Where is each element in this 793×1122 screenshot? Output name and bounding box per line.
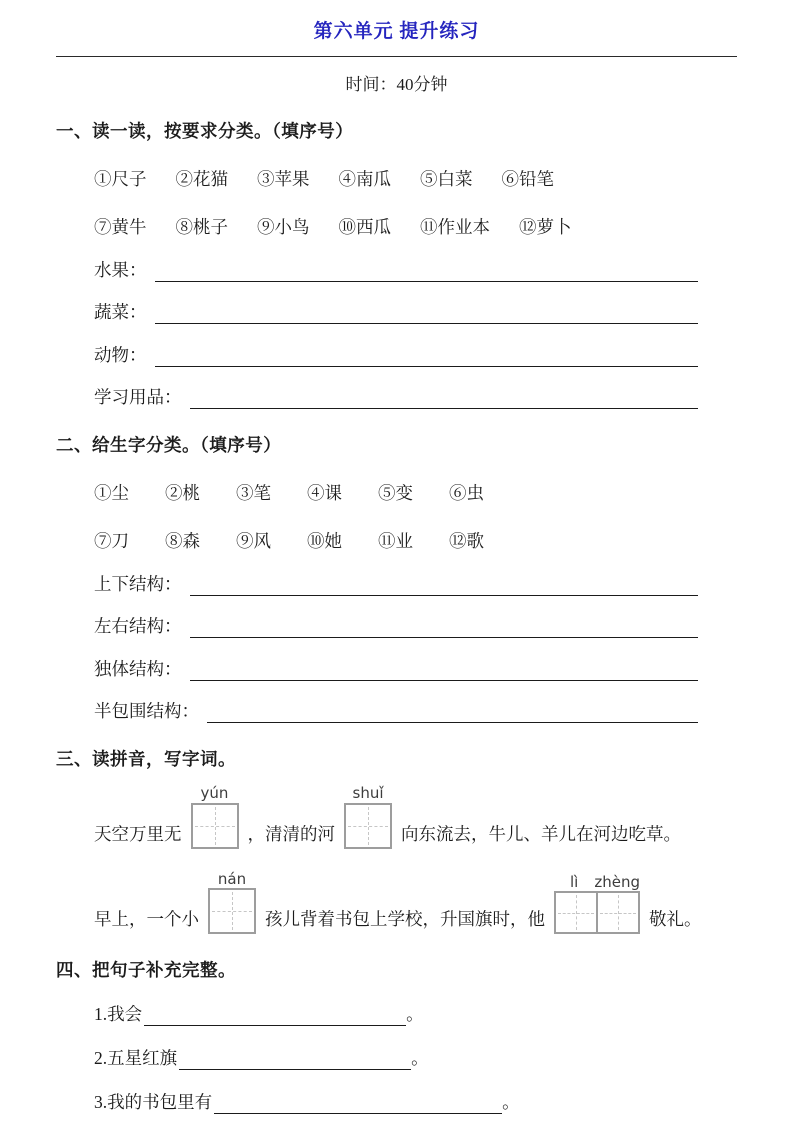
writing-grid-cell (596, 893, 638, 932)
answer-row-single (94, 658, 698, 681)
answer-line (190, 386, 699, 409)
char-item: ⑩她 (307, 531, 342, 551)
sentence-period: 。 (406, 1004, 424, 1024)
word-item: ⑫萝卜 (519, 217, 572, 237)
writing-grid-box (208, 888, 256, 934)
sentence-text: 天空万里无 (94, 823, 182, 844)
char-item: ②桃 (165, 483, 200, 503)
sentence-text: 早上，一个小 (94, 909, 199, 929)
answer-label: 上下结构： (94, 573, 182, 594)
answer-row-animal (94, 344, 698, 367)
word-item: ⑦黄牛 (94, 217, 147, 237)
answer-label: 动物： (94, 344, 147, 365)
section-2-items-row-2 (94, 528, 737, 553)
char-item: ⑦刀 (94, 531, 129, 551)
section-3-heading: 三、读拼音，写字词。 (56, 749, 236, 769)
word-item: ⑤白菜 (420, 169, 473, 189)
sentence-prefix: 2.五星红旗 (94, 1048, 178, 1068)
answer-line (207, 700, 698, 723)
char-item: ⑥虫 (449, 483, 484, 503)
sentence-text: 孩儿背着书包上学校，升国旗时，他 (265, 909, 545, 929)
header-divider (56, 56, 737, 57)
char-item: ④课 (307, 483, 342, 503)
section-3 (56, 746, 737, 934)
sentence-prefix: 1.我会 (94, 1004, 143, 1024)
writing-grid-cell (556, 893, 596, 932)
section-1-items-row-2 (94, 214, 737, 239)
sentence-text: 向东流去，牛儿、羊儿在河边吃草。 (401, 823, 681, 844)
answer-row-left-right (94, 615, 698, 638)
word-item: ⑨小鸟 (257, 217, 310, 237)
char-item: ⑪业 (378, 531, 413, 551)
pinyin-label-pair (554, 874, 640, 891)
answer-label: 左右结构： (94, 616, 182, 636)
sentence-text: 敬礼。 (649, 909, 702, 929)
writing-grid-box (344, 803, 392, 849)
answer-label: 独体结构： (94, 658, 182, 679)
time-limit: 时间：40分钟 (345, 75, 448, 94)
section-2-items-row-1 (94, 480, 737, 505)
char-item: ①尘 (94, 483, 129, 503)
sentence-completion-3 (94, 1091, 737, 1114)
answer-line (214, 1091, 502, 1114)
answer-line (190, 615, 699, 638)
pinyin-label: yún (200, 784, 229, 802)
word-item: ②花猫 (175, 169, 228, 189)
answer-line (155, 259, 699, 282)
char-item: ⑧森 (165, 531, 200, 551)
sentence-period: 。 (411, 1048, 429, 1068)
sentence-completion-2 (94, 1047, 737, 1070)
section-2-heading: 二、给生字分类。（填序号） (56, 435, 282, 455)
answer-line (155, 301, 699, 324)
sentence-period: 。 (502, 1092, 520, 1112)
pinyin-label: zhèng (594, 872, 640, 891)
answer-row-fruit (94, 259, 698, 282)
pinyin-sentence-1 (94, 785, 737, 849)
answer-line (155, 344, 699, 367)
word-item: ⑩西瓜 (338, 217, 391, 237)
answer-label: 蔬菜： (94, 302, 147, 322)
sentence-prefix: 3.我的书包里有 (94, 1092, 213, 1112)
answer-line (179, 1047, 411, 1070)
answer-row-half-enclosed (94, 700, 698, 723)
answer-row-school-supplies (94, 386, 698, 409)
pinyin-label: nán (217, 869, 247, 888)
answer-row-top-bottom (94, 573, 698, 596)
pinyin-label: shuǐ (352, 784, 384, 802)
word-item: ⑧桃子 (175, 217, 228, 237)
pinyin-label: lì (570, 872, 579, 891)
section-1-items-row-1 (94, 166, 737, 191)
section-1 (56, 118, 737, 409)
answer-line (190, 573, 699, 596)
pinyin-sentence-2 (94, 871, 737, 935)
writing-grid-box (191, 803, 239, 849)
pinyin-writing-box-shui (344, 785, 392, 849)
word-item: ⑥铅笔 (501, 169, 554, 189)
char-item: ③笔 (236, 483, 271, 503)
char-item: ⑫歌 (449, 531, 484, 551)
section-4-heading: 四、把句子补充完整。 (56, 960, 236, 980)
answer-line (190, 658, 699, 681)
answer-label: 半包围结构： (94, 701, 199, 721)
section-1-heading: 一、读一读，按要求分类。（填序号） (56, 121, 354, 141)
sentence-completion-1 (94, 1003, 737, 1026)
section-4 (56, 957, 737, 1114)
pinyin-writing-box-yun (191, 785, 239, 849)
answer-label: 学习用品： (94, 387, 182, 407)
word-item: ①尺子 (94, 169, 147, 189)
page-title: 第六单元 提升练习 (313, 21, 480, 42)
sentence-text: ，清清的河 (247, 823, 335, 844)
section-2 (56, 432, 737, 723)
answer-row-vegetable (94, 301, 698, 324)
word-item: ⑪作业本 (420, 217, 490, 237)
word-item: ③苹果 (257, 169, 310, 189)
pinyin-writing-box-nan (208, 871, 256, 935)
char-item: ⑨风 (236, 531, 271, 551)
word-item: ④南瓜 (338, 169, 391, 189)
char-item: ⑤变 (378, 483, 413, 503)
answer-label: 水果： (94, 259, 147, 280)
answer-line (144, 1003, 406, 1026)
writing-grid-box-double (554, 891, 640, 934)
pinyin-writing-box-lizheng (554, 874, 640, 935)
